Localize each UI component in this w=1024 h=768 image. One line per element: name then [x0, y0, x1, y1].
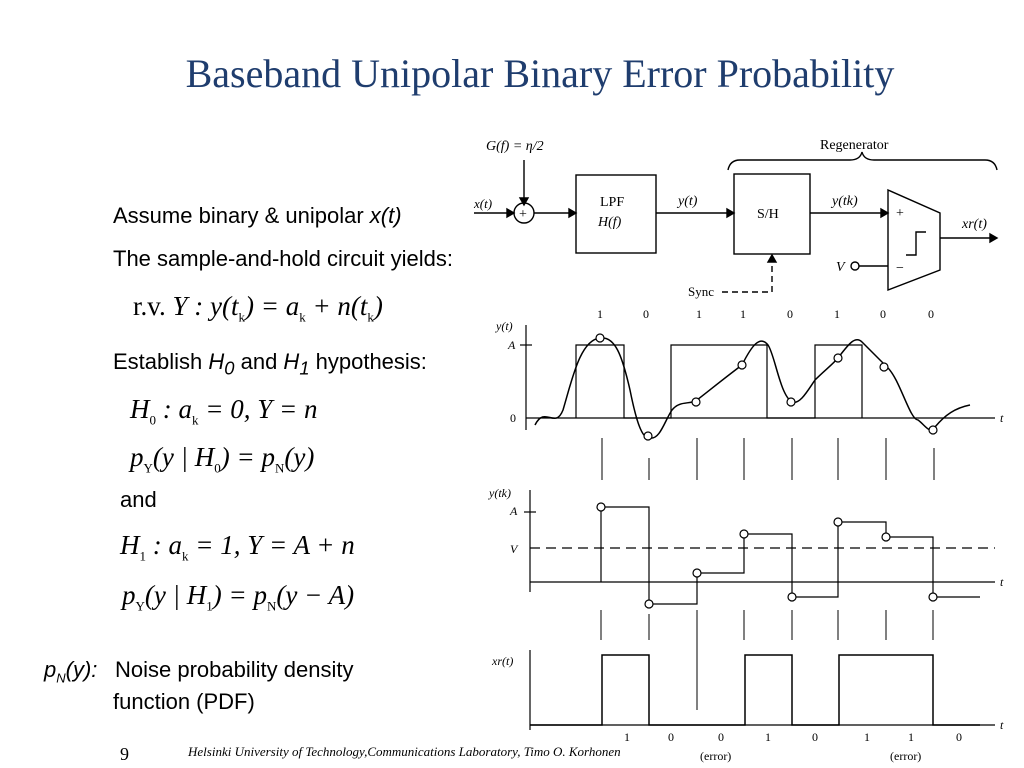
- h0-equation: $H_0$ : $a_k = 0$, Y = n: [130, 394, 318, 428]
- ytk-label: y(tk): [832, 194, 858, 209]
- plot-ytk-sample-5: [788, 593, 796, 601]
- plot-ytk-sample-7: [882, 533, 890, 541]
- plot-xrt-regenerated: [530, 655, 980, 725]
- plot-ytk-ylabel: y(tk): [489, 486, 511, 500]
- error-label-1: (error): [700, 749, 732, 763]
- h1-subscript: 1: [299, 357, 310, 379]
- lpf-block: [576, 175, 656, 253]
- plot-xrt-ylabel: xr(t): [492, 654, 514, 668]
- sh-label: S/H: [757, 207, 779, 222]
- comparator-minus: −: [896, 261, 904, 276]
- out-bit-4: 1: [765, 730, 771, 744]
- p-h1-equation: $p_Y(y$ | $H_1) = p_N(y - A)$: [122, 580, 355, 614]
- bit-8: 0: [928, 307, 934, 321]
- sync-label: Sync: [688, 284, 714, 299]
- h1-equation: $H_1$ : $a_k = 1$, Y = A + n: [120, 530, 355, 564]
- plot-ytk-sample-8: [929, 593, 937, 601]
- establish-line: [113, 349, 427, 379]
- plot-ytk-sample-1: [597, 503, 605, 511]
- plot-ytk-a-label: A: [510, 504, 518, 518]
- noise-psd-label: G(f) = η/2: [486, 139, 544, 154]
- output-label: xr(t): [962, 217, 987, 232]
- page-number: 9: [120, 744, 129, 764]
- regenerator-brace: [728, 152, 997, 170]
- bit-6: 1: [834, 307, 840, 321]
- plot-xrt-t-label: t: [1000, 718, 1004, 732]
- plot-yt: [495, 319, 1004, 440]
- input-arrowhead: [507, 209, 514, 217]
- plot-yt-sample-2: [644, 432, 652, 440]
- rv-label: r.v.: [133, 291, 166, 321]
- threshold-v-label: V: [836, 260, 845, 275]
- input-label: x(t): [474, 196, 493, 211]
- lpf-transfer-label: H(f): [598, 215, 622, 230]
- out-bit-1: 1: [624, 730, 630, 744]
- decision-markers: [601, 610, 933, 710]
- plot-yt-zero-label: 0: [510, 411, 516, 425]
- out-bit-6: 1: [864, 730, 870, 744]
- rv-equation: r.v. Y : $y(t_k) = a_k + n(t_k)$: [133, 291, 383, 325]
- h0-subscript: 0: [224, 357, 235, 379]
- plot-ytk-staircase: [601, 507, 980, 604]
- h1-symbol: H: [283, 349, 300, 374]
- plot-ytk-sample-6: [834, 518, 842, 526]
- out-bit-5: 0: [812, 730, 818, 744]
- bit-2: 0: [643, 307, 649, 321]
- sh-arrowhead: [727, 209, 734, 217]
- assume-var: x(t): [369, 203, 402, 228]
- bit-5: 0: [787, 307, 793, 321]
- bit-4: 1: [740, 307, 746, 321]
- plot-yt-pulses: [576, 345, 862, 418]
- out-bit-8: 0: [956, 730, 962, 744]
- assume-line: [113, 203, 402, 229]
- plot-yt-sample-6: [834, 354, 842, 362]
- comparator-step-icon: [906, 232, 926, 255]
- establish-and: and: [234, 349, 284, 374]
- lpf-label: LPF: [600, 195, 625, 210]
- h0-symbol: H: [208, 349, 225, 374]
- block-diagram: [473, 138, 997, 299]
- plot-yt-a-label: A: [508, 338, 516, 352]
- bit-7: 0: [880, 307, 886, 321]
- out-bit-2: 0: [668, 730, 674, 744]
- plot-yt-sample-8: [929, 426, 937, 434]
- out-bit-3: 0: [718, 730, 724, 744]
- plot-yt-ylabel: y(t): [496, 319, 513, 333]
- p-h0-equation: $p_Y(y$ | $H_0) = p_N(y)$: [130, 442, 315, 476]
- plot-ytk-t-label: t: [1000, 575, 1004, 589]
- slide-title: Baseband Unipolar Binary Error Probability: [185, 51, 895, 96]
- threshold-node: [851, 262, 859, 270]
- summer-circle: [514, 203, 534, 223]
- plot-yt-sample-5: [787, 398, 795, 406]
- out-bit-7: 1: [908, 730, 914, 744]
- lpf-arrowhead: [569, 209, 576, 217]
- noise-arrowhead: [520, 198, 528, 205]
- comparator-shape: [888, 190, 940, 290]
- establish-pre: Establish: [113, 349, 209, 374]
- and-word: and: [120, 487, 157, 512]
- input-bits: [597, 307, 934, 321]
- establish-post: hypothesis:: [309, 349, 427, 374]
- plot-ytk-sample-3: [693, 569, 701, 577]
- sample-hold-line: The sample-and-hold circuit yields:: [113, 246, 453, 271]
- error-label-2: (error): [890, 749, 922, 763]
- plot-xrt: [491, 650, 1004, 732]
- output-arrowhead: [990, 234, 997, 242]
- pn-label: $p_N(y)$:: [44, 657, 98, 686]
- summer-plus: +: [519, 207, 527, 222]
- pn-description-line1: Noise probability density: [115, 657, 354, 682]
- plot-yt-sample-4: [738, 361, 746, 369]
- sync-line: [722, 262, 772, 292]
- plot-yt-sample-7: [880, 363, 888, 371]
- plot-ytk-sample-4: [740, 530, 748, 538]
- y-label: y(t): [678, 194, 698, 209]
- sample-markers: [602, 438, 934, 480]
- footer-credit: Helsinki University of Technology,Communications Laboratory, Timo O. Korhonen: [188, 744, 621, 759]
- plot-ytk-v-label: V: [510, 542, 518, 556]
- bit-3: 1: [696, 307, 702, 321]
- comparator-plus: +: [896, 206, 904, 221]
- plot-yt-sample-1: [596, 334, 604, 342]
- output-bits: [624, 730, 962, 763]
- comparator-arrowhead: [881, 209, 888, 217]
- bit-1: 1: [597, 307, 603, 321]
- plot-yt-t-label: t: [1000, 411, 1004, 425]
- sync-arrowhead: [768, 255, 776, 262]
- plot-yt-sample-3: [692, 398, 700, 406]
- assume-text: Assume binary & unipolar: [113, 203, 370, 228]
- plot-ytk-sample-2: [645, 600, 653, 608]
- plot-yt-filtered-signal: [535, 338, 970, 438]
- sh-block: [734, 174, 810, 254]
- plot-ytk: [488, 486, 1004, 608]
- regenerator-label: Regenerator: [820, 138, 889, 153]
- pn-description-line2: function (PDF): [113, 689, 255, 714]
